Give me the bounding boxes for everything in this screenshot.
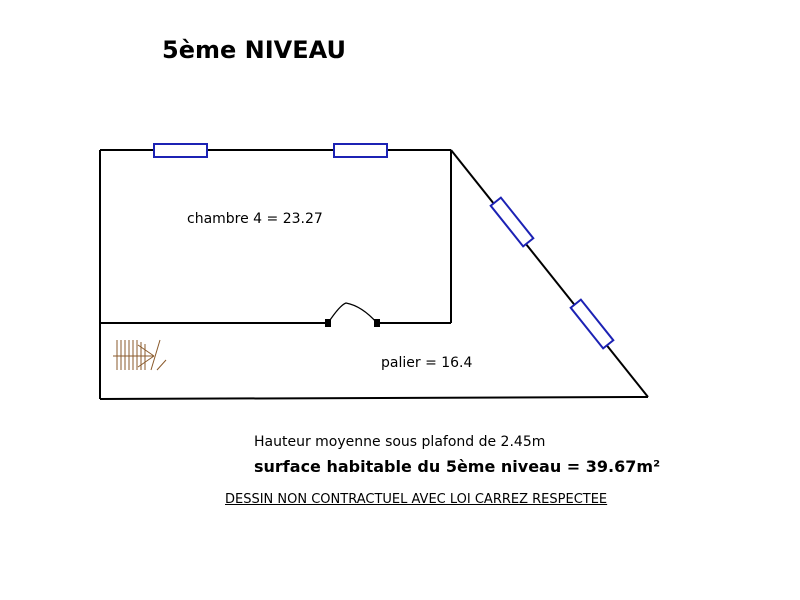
window-top-left <box>154 144 207 157</box>
habitable-surface-note: surface habitable du 5ème niveau = 39.67m² <box>254 457 661 476</box>
room-label-palier: palier = 16.4 <box>381 355 473 371</box>
wall-bottom <box>100 397 648 399</box>
wall-diagonal <box>451 150 648 397</box>
outer-walls <box>100 150 648 399</box>
disclaimer-note: DESSIN NON CONTRACTUEL AVEC LOI CARREZ RESPECTEE <box>225 492 608 507</box>
staircase-icon <box>113 340 166 370</box>
room-label-chambre: chambre 4 = 23.27 <box>187 211 323 227</box>
window-diagonal-upper <box>491 198 534 247</box>
window-top-right <box>334 144 387 157</box>
window-diagonal-lower <box>571 300 614 349</box>
windows-diagonal <box>491 198 614 349</box>
page-title: 5ème NIVEAU <box>162 36 346 64</box>
door-swing-icon <box>325 303 380 327</box>
ceiling-height-note: Hauteur moyenne sous plafond de 2.45m <box>254 434 546 450</box>
